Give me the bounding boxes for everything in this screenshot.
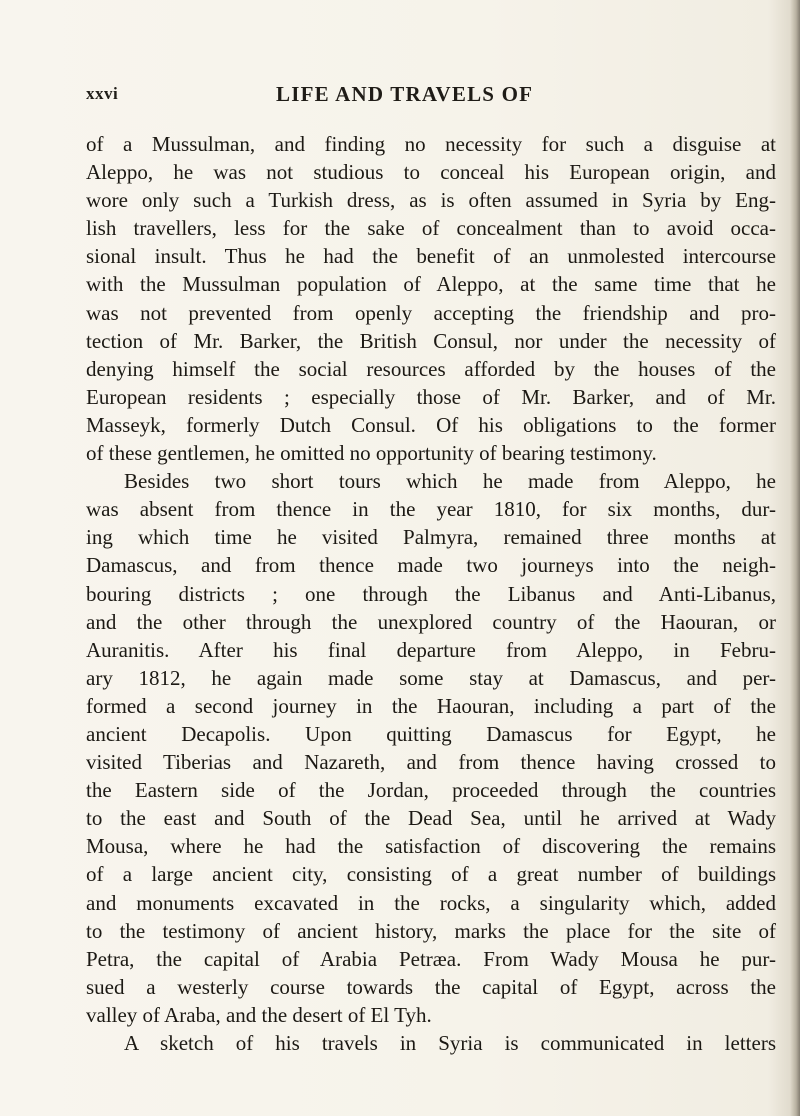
text-line: to the testimony of ancient history, marks the place for the site of (86, 918, 776, 943)
text-line: formed a second journey in the Haouran, including a part of the (86, 693, 776, 718)
running-head (86, 82, 776, 112)
text-line: to the east and South of the Dead Sea, until he arrived at Wady (86, 806, 776, 831)
text-line: lish travellers, less for the sake of concealment than to avoid occa- (86, 216, 776, 241)
text-line: valley of Araba, and the desert of El Tyh. (86, 1002, 432, 1027)
paragraph (86, 1029, 776, 1057)
text-line: was absent from thence in the year 1810, for six months, dur- (86, 497, 776, 522)
page-edge-shadow (790, 0, 800, 1116)
text-line: ary 1812, he again made some stay at Damascus, and per- (86, 665, 776, 690)
text-line: Auranitis. After his final departure from Aleppo, in Febru- (86, 637, 776, 662)
text-line: sued a westerly course towards the capital of Egypt, across the (86, 974, 776, 999)
text-line: ancient Decapolis. Upon quitting Damascus for Egypt, he (86, 721, 776, 746)
text-line: sional insult. Thus he had the benefit of an unmolested intercourse (86, 244, 776, 269)
text-line: of a Mussulman, and finding no necessity for such a disguise at (86, 132, 776, 156)
running-title: LIFE AND TRAVELS OF (276, 82, 534, 106)
text-line: Petra, the capital of Arabia Petræa. From Wady Mousa he pur- (86, 946, 776, 971)
text-line: Aleppo, he was not studious to conceal his European origin, and (86, 160, 776, 185)
text-line: ing which time he visited Palmyra, remained three months at (86, 525, 776, 550)
text-line: with the Mussulman population of Aleppo, at the same time that he (86, 272, 776, 297)
text-line: wore only such a Turkish dress, as is often assumed in Syria by Eng- (86, 188, 776, 213)
text-line: visited Tiberias and Nazareth, and from thence having crossed to (86, 750, 776, 775)
text-line: tection of Mr. Barker, the British Consul, nor under the necessity of (86, 328, 776, 353)
text-line: A sketch of his travels in Syria is communicated in letters (124, 1031, 776, 1055)
text-line: Damascus, and from thence made two journeys into the neigh- (86, 553, 776, 578)
text-line: European residents ; especially those of Mr. Barker, and of Mr. (86, 384, 776, 409)
text-line: denying himself the social resources afforded by the houses of the (86, 356, 776, 381)
text-line: was not prevented from openly accepting the friendship and pro- (86, 300, 776, 325)
paragraph (86, 130, 776, 467)
text-line: of a large ancient city, consisting of a great number of buildings (86, 862, 776, 887)
text-line: Besides two short tours which he made from Aleppo, he (124, 469, 776, 494)
page-number: xxvi (86, 84, 119, 103)
text-line: and the other through the unexplored country of the Haouran, or (86, 609, 776, 634)
paragraph (86, 467, 776, 1029)
text-line: and monuments excavated in the rocks, a singularity which, added (86, 890, 776, 915)
text-line: of these gentlemen, he omitted no opportunity of bearing testimony. (86, 441, 657, 466)
body-text (86, 130, 776, 1057)
text-line: the Eastern side of the Jordan, proceeded through the countries (86, 778, 776, 803)
text-line: bouring districts ; one through the Libanus and Anti-Libanus, (86, 581, 776, 606)
text-line: Masseyk, formerly Dutch Consul. Of his obligations to the former (86, 412, 776, 437)
text-line: Mousa, where he had the satisfaction of discovering the remains (86, 834, 776, 859)
